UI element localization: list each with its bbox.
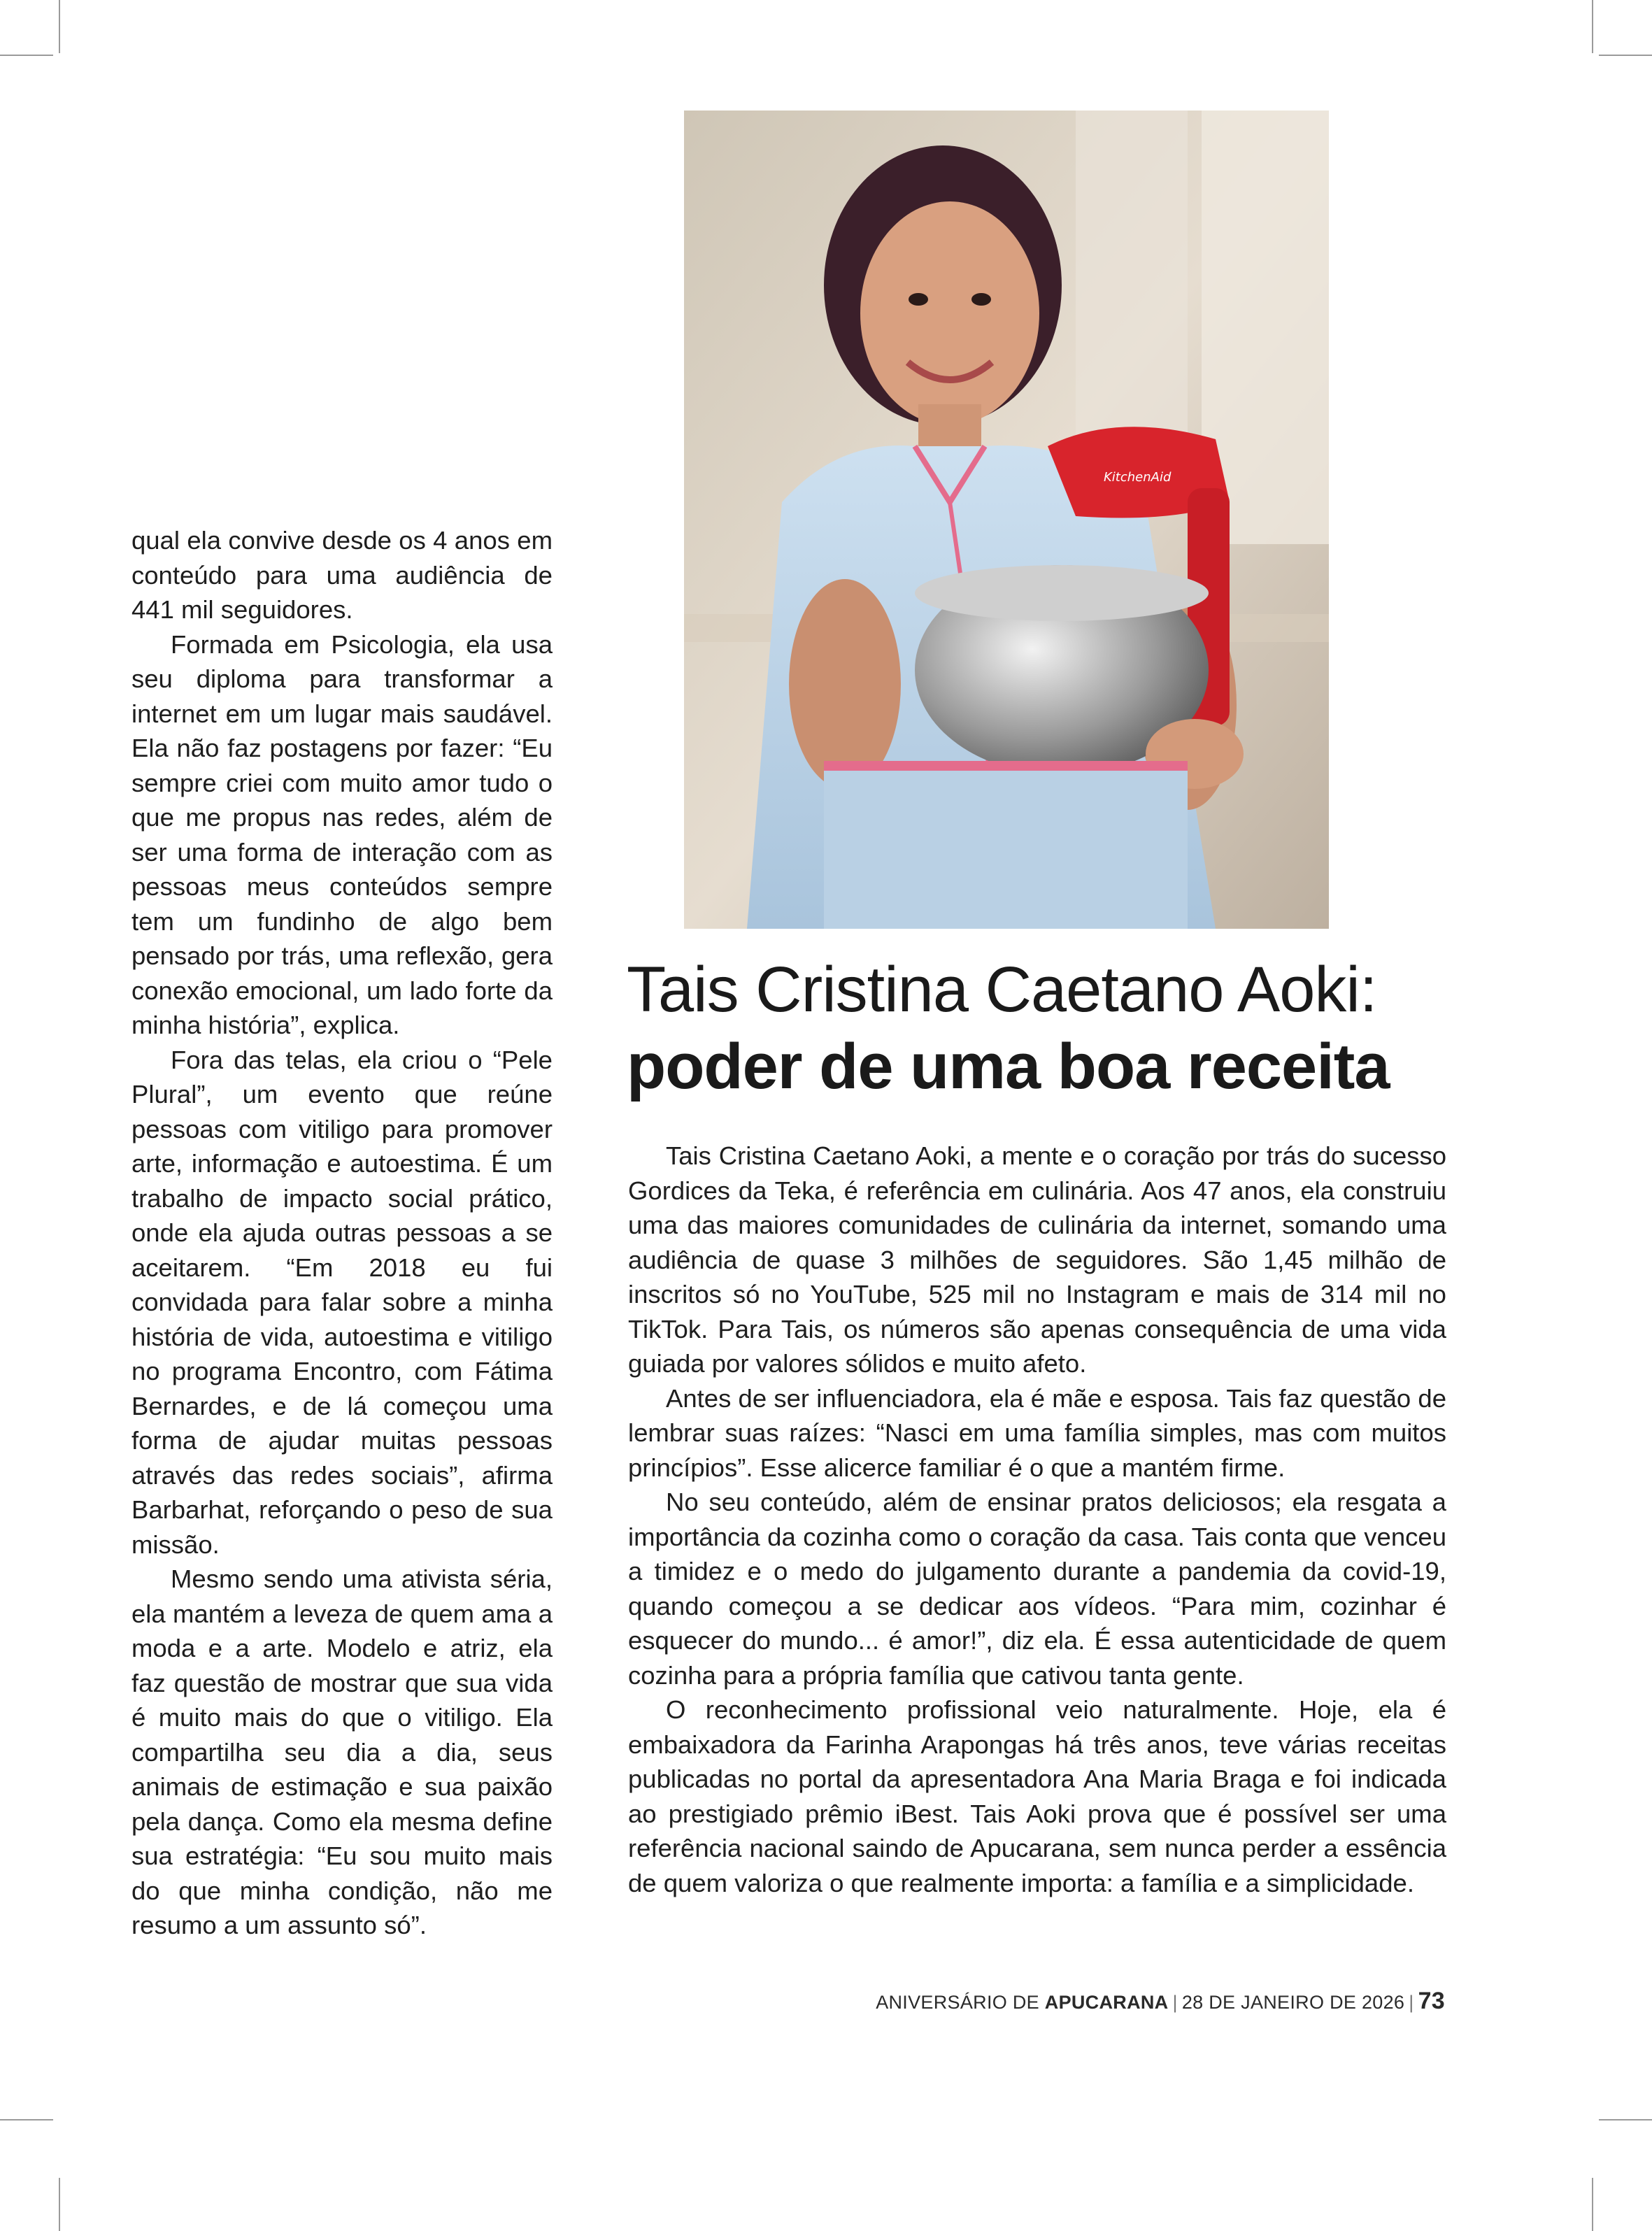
left-paragraph: Formada em Psicologia, ela usa seu diploma para transformar a internet em um lugar mais saudável. Ela não faz postagens por fazer: “Eu sempre criei com muito amor tudo o que me propus nas redes, além de ser uma forma de interação com as pessoas meus conteúdos sempre tem um fundinho de algo bem pensado por trás, uma reflexão, gera conexão emocional, um lado forte da minha história”, explica. (131, 629, 553, 1039)
left-paragraph: Mesmo sendo uma ativista séria, ela mantém a leveza de quem ama a moda e a arte. Modelo e atriz, ela faz questão de mostrar que sua vida é muito mais do que o vitiligo. Ela compartilha seu dia a dia, seus animais de estimação e sua paixão pela dança. Como ela mesma define sua estratégia: “Eu sou muito mais do que minha condição, não me resumo a um assunto só”. (131, 1564, 553, 1939)
left-paragraph: qual ela convive desde os 4 anos em conteúdo para uma audiência de 441 mil seguidores. (131, 526, 553, 624)
footer-separator: | (1172, 1992, 1178, 2013)
page-footer (876, 1988, 1445, 2015)
headline-name: Tais Cristina Caetano Aoki: (627, 954, 1377, 1025)
portrait-illustration (684, 111, 1329, 929)
crop-mark (59, 0, 60, 53)
crop-mark (59, 2178, 60, 2231)
article-body (628, 1139, 1446, 1900)
left-paragraph: Fora das telas, ela criou o “Pele Plural”, um evento que reúne pessoas com vitiligo para promover arte, informação e autoestima. É um trabalho de impacto social prático, onde ela ajuda outras pessoas a se aceitarem. “Em 2018 eu fui convidada para falar sobre a minha história de vida, autoestima e vitiligo no programa Encontro, com Fátima Bernardes, e de lá começou uma forma de ajudar muitas pessoas através das redes sociais”, afirma Barbarhat, reforçando o peso de sua missão. (131, 1045, 553, 1559)
headline-subtitle: poder de uma boa receita (627, 1031, 1390, 1102)
mixer-brand: KitchenAid (1104, 470, 1172, 485)
article-paragraph: No seu conteúdo, além de ensinar pratos deliciosos; ela resgata a importância da cozinha como o coração da casa. Tais conta que venceu a timidez e o medo do julgamento durante a pandemia da covid-19, quando começou a se dedicar aos vídeos. “Para mim, cozinhar é esquecer do mundo... é amor!”, diz ela. É essa autenticidade de quem cozinha para a própria família que cativou tanta gente. (628, 1488, 1446, 1690)
article-paragraph: Antes de ser influenciadora, ela é mãe e esposa. Tais faz questão de lembrar suas raízes: “Nasci em uma família simples, mas com muitos princípios”. Esse alicerce familiar é o que a mantém firme. (628, 1383, 1446, 1482)
footer-date: 28 DE JANEIRO DE 2026 (1181, 1992, 1405, 2013)
portrait-photo (684, 111, 1329, 929)
article-paragraph: O reconhecimento profissional veio naturalmente. Hoje, ela é embaixadora da Farinha Arapongas há três anos, teve várias receitas publicadas no portal da apresentadora Ana Maria Braga e foi indicada ao prestigiado prêmio iBest. Tais Aoki prova que é possível ser uma referência nacional saindo de Apucarana, sem nunca perder a essência de quem valoriza o que realmente importa: a família e a simplicidade. (628, 1695, 1446, 1897)
page-number: 73 (1418, 1988, 1445, 2014)
footer-city: APUCARANA (1044, 1992, 1169, 2013)
crop-mark (1592, 2178, 1593, 2231)
crop-mark (0, 55, 53, 56)
article-paragraph: Tais Cristina Caetano Aoki, a mente e o coração por trás do sucesso Gordices da Teka, é referência em culinária. Aos 47 anos, ela construiu uma das maiores comunidades de culinária da internet, somando uma audiência de quase 3 milhões de seguidores. São 1,45 milhão de inscritos só no YouTube, 525 mil no Instagram e mais de 314 mil no TikTok. Para Tais, os números são apenas consequência de uma vida guiada por valores sólidos e muito afeto. (628, 1141, 1446, 1378)
crop-mark (1592, 0, 1593, 53)
left-column-text (131, 523, 553, 1943)
footer-separator: | (1409, 1992, 1414, 2013)
article-headline (627, 951, 1536, 1105)
crop-mark (1599, 55, 1652, 56)
crop-mark (1599, 2119, 1652, 2120)
crop-mark (0, 2119, 53, 2120)
face (860, 201, 1039, 425)
footer-prefix: ANIVERSÁRIO DE (876, 1992, 1039, 2013)
